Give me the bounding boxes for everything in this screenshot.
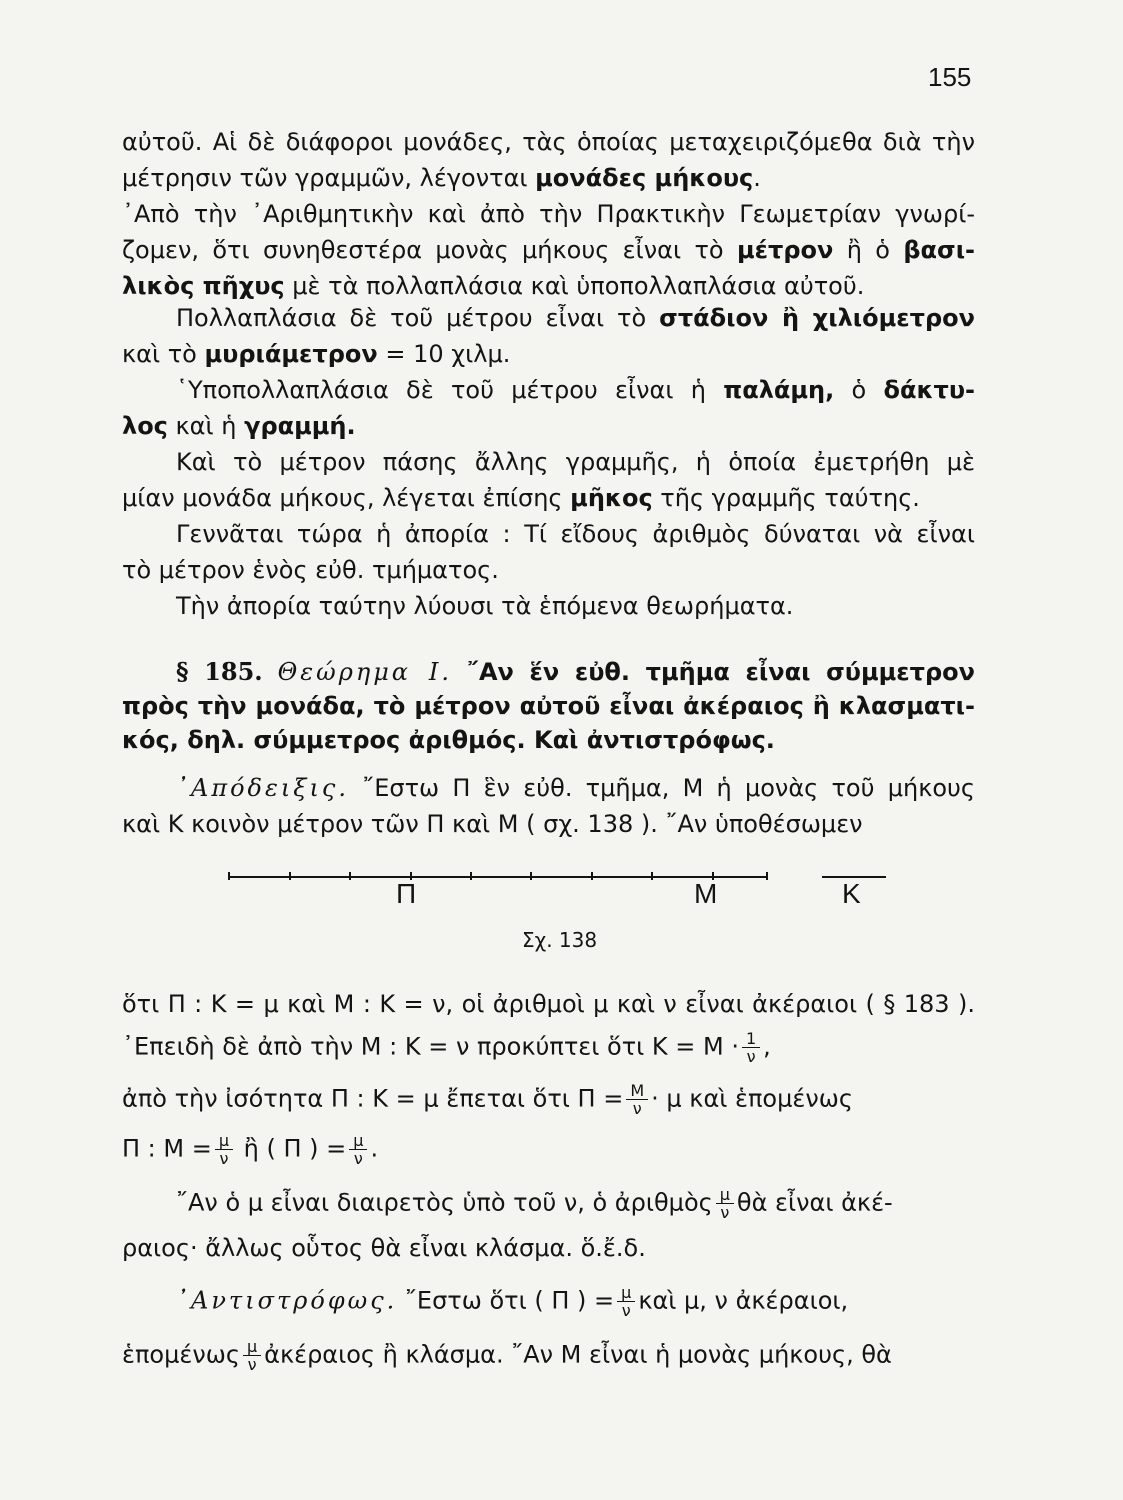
- term-metre: μέτρον: [736, 236, 834, 264]
- tick: [349, 872, 351, 880]
- text-line: λος καὶ ἡ γραμμή.: [122, 412, 356, 440]
- converse-label: ᾿Αντιστρόφως.: [176, 1286, 398, 1315]
- figure-caption: Σχ. 138: [522, 928, 598, 952]
- term-length: μῆκος: [570, 484, 653, 512]
- fraction: $\frac{M}{\nu}$: [626, 1082, 648, 1117]
- term-palm: παλάμη,: [723, 376, 835, 404]
- equation-line: ἀπὸ τὴν ἰσότητα Π : Κ = μ ἔπεται ὅτι Π = $\frac{M}{\nu}$ · μ καὶ ἑπομένως: [122, 1081, 853, 1118]
- tick: [651, 872, 653, 880]
- proof-label: ᾿Απόδειξις.: [176, 774, 349, 802]
- fraction: $\frac{\mu}{\nu}$: [617, 1284, 635, 1319]
- tick: [289, 872, 291, 880]
- text-line: καὶ τὸ μυριάμετρον = 10 χιλμ.: [122, 340, 511, 368]
- equation-line: ᾿Επειδὴ δὲ ἀπὸ τὴν Μ : Κ = ν προκύπτει ὅτι Κ = Μ · $\frac{1}{\nu}$ ,: [122, 1029, 771, 1066]
- label-p: Π: [396, 878, 417, 909]
- text-line: Τὴν ἀπορία ταύτην λύουσι τὰ ἑπόμενα θεωρήματα.: [176, 592, 794, 620]
- label-k: Κ: [842, 878, 861, 909]
- term-finger: δάκτυ-: [883, 376, 975, 404]
- theorem-line: πρὸς τὴν μονάδα, τὸ μέτρον αὐτοῦ εἶναι ἀκέραιος ἢ κλασματι-: [122, 692, 975, 720]
- tick: [470, 872, 472, 880]
- term-royal-cubit: λικὸς πῆχυς: [122, 272, 285, 300]
- text-line: ῾Υποπολλαπλάσια δὲ τοῦ μέτρου εἶναι ἡ παλάμη, ὁ δάκτυ-: [176, 376, 975, 404]
- text-line: τὸ μέτρον ἑνὸς εὐθ. τμήματος.: [122, 556, 499, 584]
- segment-p: [228, 876, 766, 878]
- text-line: λικὸς πῆχυς μὲ τὰ πολλαπλάσια καὶ ὑποπολλαπλάσια αὐτοῦ.: [122, 272, 865, 300]
- proof-line: ᾿Απόδειξις. ῎Εστω Π ἓν εὐθ. τμῆμα, Μ ἡ μονὰς τοῦ μήκους: [176, 774, 975, 802]
- tick: [228, 872, 230, 880]
- text-line: ῎Αν ὁ μ εἶναι διαιρετὸς ὑπὸ τοῦ ν, ὁ ἀριθμὸς $\frac{\mu}{\nu}$ θὰ εἶναι ἀκέ-: [176, 1185, 893, 1222]
- tick: [766, 872, 768, 880]
- fraction: $\frac{\mu}{\nu}$: [349, 1132, 367, 1167]
- theorem-line: § 185. Θεώρημα Ι. ῎Αν ἕν εὐθ. τμῆμα εἶναι σύμμετρον: [176, 657, 975, 686]
- fraction: $\frac{\mu}{\nu}$: [215, 1132, 233, 1167]
- text-line: ᾿Απὸ τὴν ᾿Αριθμητικὴν καὶ ἀπὸ τὴν Πρακτικὴν Γεωμετρίαν γνωρί-: [122, 200, 975, 228]
- equation-line: ὅτι Π : Κ = μ καὶ Μ : Κ = ν, οἱ ἀριθμοὶ μ καὶ ν εἶναι ἀκέραιοι ( § 183 ).: [122, 990, 975, 1018]
- tick: [591, 872, 593, 880]
- converse-line: ᾿Αντιστρόφως. ῎Εστω ὅτι ( Π ) = $\frac{\mu}{\nu}$ καὶ μ, ν ἀκέραιοι,: [176, 1283, 849, 1320]
- fraction: $\frac{\mu}{\nu}$: [243, 1338, 261, 1373]
- tick: [530, 872, 532, 880]
- section-number: § 185.: [176, 657, 263, 686]
- text-line: Πολλαπλάσια δὲ τοῦ μέτρου εἶναι τὸ στάδιον ἢ χιλιόμετρον: [176, 304, 975, 332]
- theorem-line: κός, δηλ. σύμμετρος ἀριθμός. Καὶ ἀντιστρόφως.: [122, 726, 775, 754]
- text-line: μίαν μονάδα μήκους, λέγεται ἐπίσης μῆκος τῆς γραμμῆς ταύτης.: [122, 484, 920, 512]
- term-stadion-kilometre: στάδιον ἢ χιλιόμετρον: [659, 304, 975, 332]
- fraction: $\frac{\mu}{\nu}$: [716, 1186, 734, 1221]
- text-line: ζομεν, ὅτι συνηθεστέρα μονὰς μήκους εἶναι τὸ μέτρον ἢ ὁ βασι-: [122, 236, 975, 264]
- text-line: ραιος· ἄλλως οὗτος θὰ εἶναι κλάσμα. ὅ.ἔ.δ.: [122, 1234, 646, 1262]
- text-line: Γεννᾶται τώρα ἡ ἀπορία : Τί εἴδους ἀριθμὸς δύναται νὰ εἶναι: [176, 520, 975, 548]
- converse-line: ἑπομένως $\frac{\mu}{\nu}$ ἀκέραιος ἢ κλάσμα. ῎Αν Μ εἶναι ἡ μονὰς μήκους, θὰ: [122, 1337, 892, 1374]
- fraction: $\frac{1}{\nu}$: [742, 1030, 760, 1065]
- equation-line: Π : Μ = $\frac{\mu}{\nu}$ ἢ ( Π ) = $\frac{\mu}{\nu}$ .: [122, 1131, 379, 1168]
- term-length-units: μονάδες μήκους: [535, 164, 754, 192]
- text-line: Καὶ τὸ μέτρον πάσης ἄλλης γραμμῆς, ἡ ὁποία ἐμετρήθη μὲ: [176, 448, 975, 476]
- term-myriametre: μυριάμετρον: [204, 340, 378, 368]
- term-line: γραμμή.: [244, 412, 356, 440]
- page-number: 155: [928, 62, 972, 92]
- text-line: αὐτοῦ. Αἱ δὲ διάφοροι μονάδες, τὰς ὁποίας μεταχειριζόμεθα διὰ τὴν: [122, 128, 975, 156]
- text-line: μέτρησιν τῶν γραμμῶν, λέγονται μονάδες μήκους.: [122, 164, 761, 192]
- label-m: Μ: [694, 878, 718, 909]
- proof-line: καὶ Κ κοινὸν μέτρον τῶν Π καὶ Μ ( σχ. 138 ). ῎Αν ὑποθέσωμεν: [122, 810, 863, 838]
- theorem-label: Θεώρημα Ι.: [277, 658, 453, 686]
